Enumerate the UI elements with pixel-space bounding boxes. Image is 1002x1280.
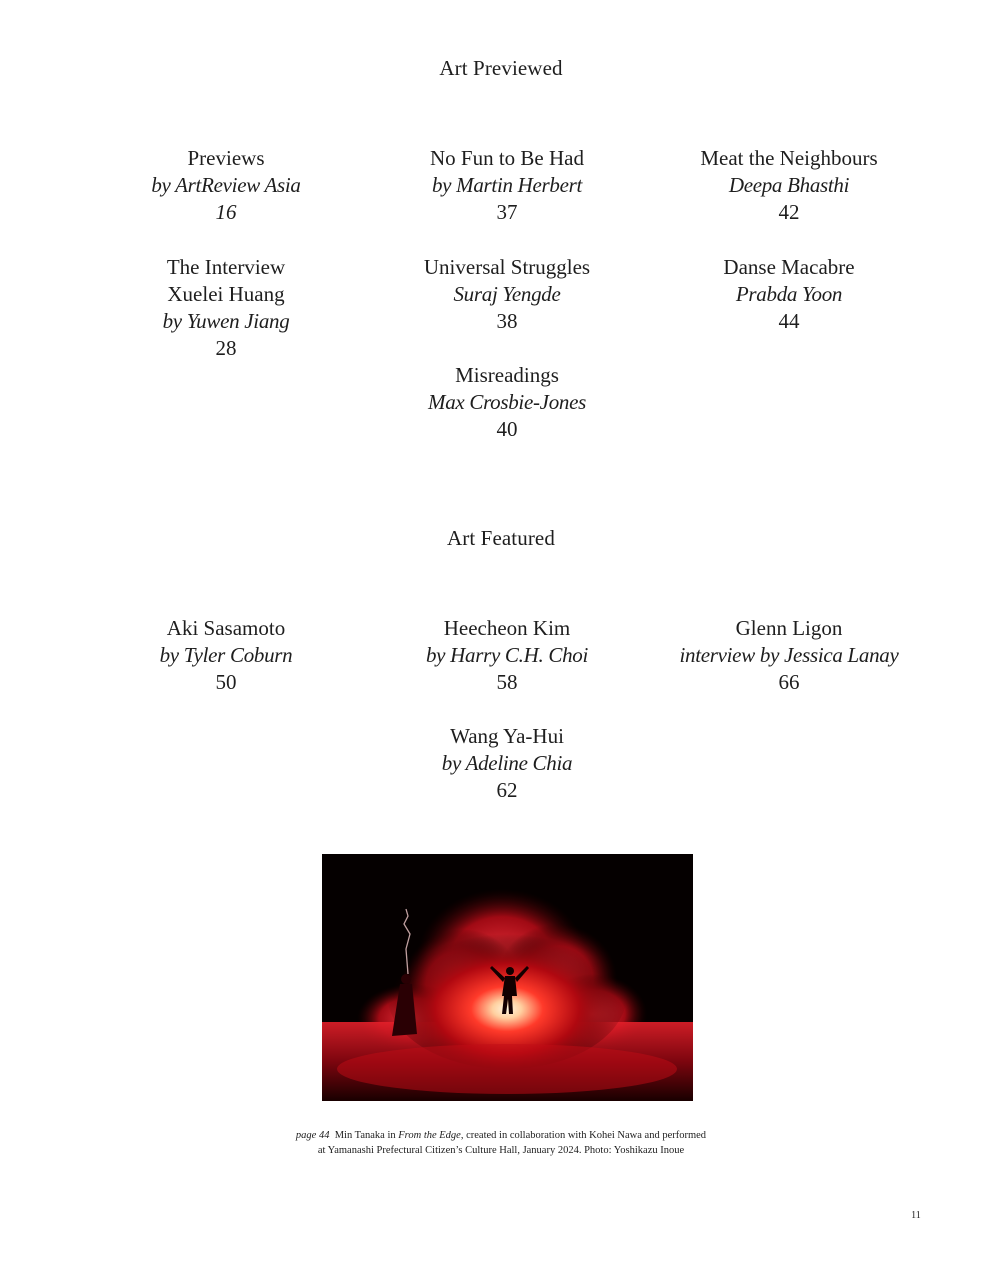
entry-author: by ArtReview Asia: [151, 173, 301, 197]
entry-title: Universal Struggles: [423, 255, 591, 279]
entry-page: 38: [496, 309, 518, 333]
toc-entry-glenn-ligon[interactable]: [639, 615, 939, 696]
entry-author: by Adeline Chia: [441, 751, 573, 775]
caption-work-title: From the Edge: [398, 1130, 461, 1141]
entry-author: by Martin Herbert: [431, 173, 583, 197]
entry-page: 40: [496, 417, 518, 441]
toc-entry-universal-struggles[interactable]: [357, 254, 657, 335]
toc-entry-the-interview[interactable]: [76, 254, 376, 362]
caption-text-2: , created in collaboration with Kohei Nawa and performed: [460, 1130, 707, 1141]
entry-title: The Interview: [166, 255, 286, 279]
entry-title: Heecheon Kim: [443, 616, 571, 640]
caption-text-1: Min Tanaka in: [334, 1130, 396, 1141]
entry-page: 44: [778, 309, 800, 333]
entry-page: 66: [778, 670, 800, 694]
toc-entry-wang-ya-hui[interactable]: [357, 723, 657, 804]
toc-entry-previews[interactable]: [76, 145, 376, 226]
caption-page-ref: page 44: [295, 1130, 330, 1141]
entry-title: Danse Macabre: [723, 255, 855, 279]
page-number: 11: [911, 1210, 921, 1221]
entry-title: Wang Ya-Hui: [450, 724, 564, 748]
caption-line-2: at Yamanashi Prefectural Citizen’s Culture Hall, January 2024. Photo: Yoshikazu Inoue: [317, 1145, 685, 1156]
entry-author: by Harry C.H. Choi: [425, 643, 589, 667]
entry-author: Max Crosbie-Jones: [428, 390, 586, 414]
entry-page: 50: [215, 670, 237, 694]
entry-title: Previews: [187, 146, 265, 170]
toc-entry-aki-sasamoto[interactable]: [76, 615, 376, 696]
entry-author: Suraj Yengde: [453, 282, 561, 306]
entry-title: Misreadings: [455, 363, 559, 387]
entry-subtitle: Xuelei Huang: [167, 282, 285, 306]
entry-page: 62: [496, 778, 518, 802]
toc-entry-no-fun-to-be-had[interactable]: [357, 145, 657, 226]
entry-author: Deepa Bhasthi: [728, 173, 850, 197]
entry-page: 28: [215, 336, 237, 360]
entry-author: by Yuwen Jiang: [162, 309, 290, 333]
performance-photo: [322, 854, 693, 1101]
toc-entry-danse-macabre[interactable]: [639, 254, 939, 335]
entry-author: interview by Jessica Lanay: [679, 643, 899, 667]
entry-page: 37: [496, 200, 518, 224]
toc-entry-meat-the-neighbours[interactable]: [639, 145, 939, 226]
photo-caption: [250, 1128, 752, 1158]
entry-page: 58: [496, 670, 518, 694]
entry-title: Aki Sasamoto: [166, 616, 286, 640]
entry-title: Meat the Neighbours: [700, 146, 878, 170]
entry-page: 16: [215, 200, 237, 224]
entry-author: by Tyler Coburn: [159, 643, 293, 667]
toc-entry-heecheon-kim[interactable]: [357, 615, 657, 696]
entry-page: 42: [778, 200, 800, 224]
section-title-art-previewed: Art Previewed: [439, 56, 563, 80]
entry-title: No Fun to Be Had: [430, 146, 584, 170]
entry-author: Prabda Yoon: [735, 282, 843, 306]
entry-title: Glenn Ligon: [735, 616, 843, 640]
toc-entry-misreadings[interactable]: [357, 362, 657, 443]
section-title-art-featured: Art Featured: [447, 526, 555, 550]
